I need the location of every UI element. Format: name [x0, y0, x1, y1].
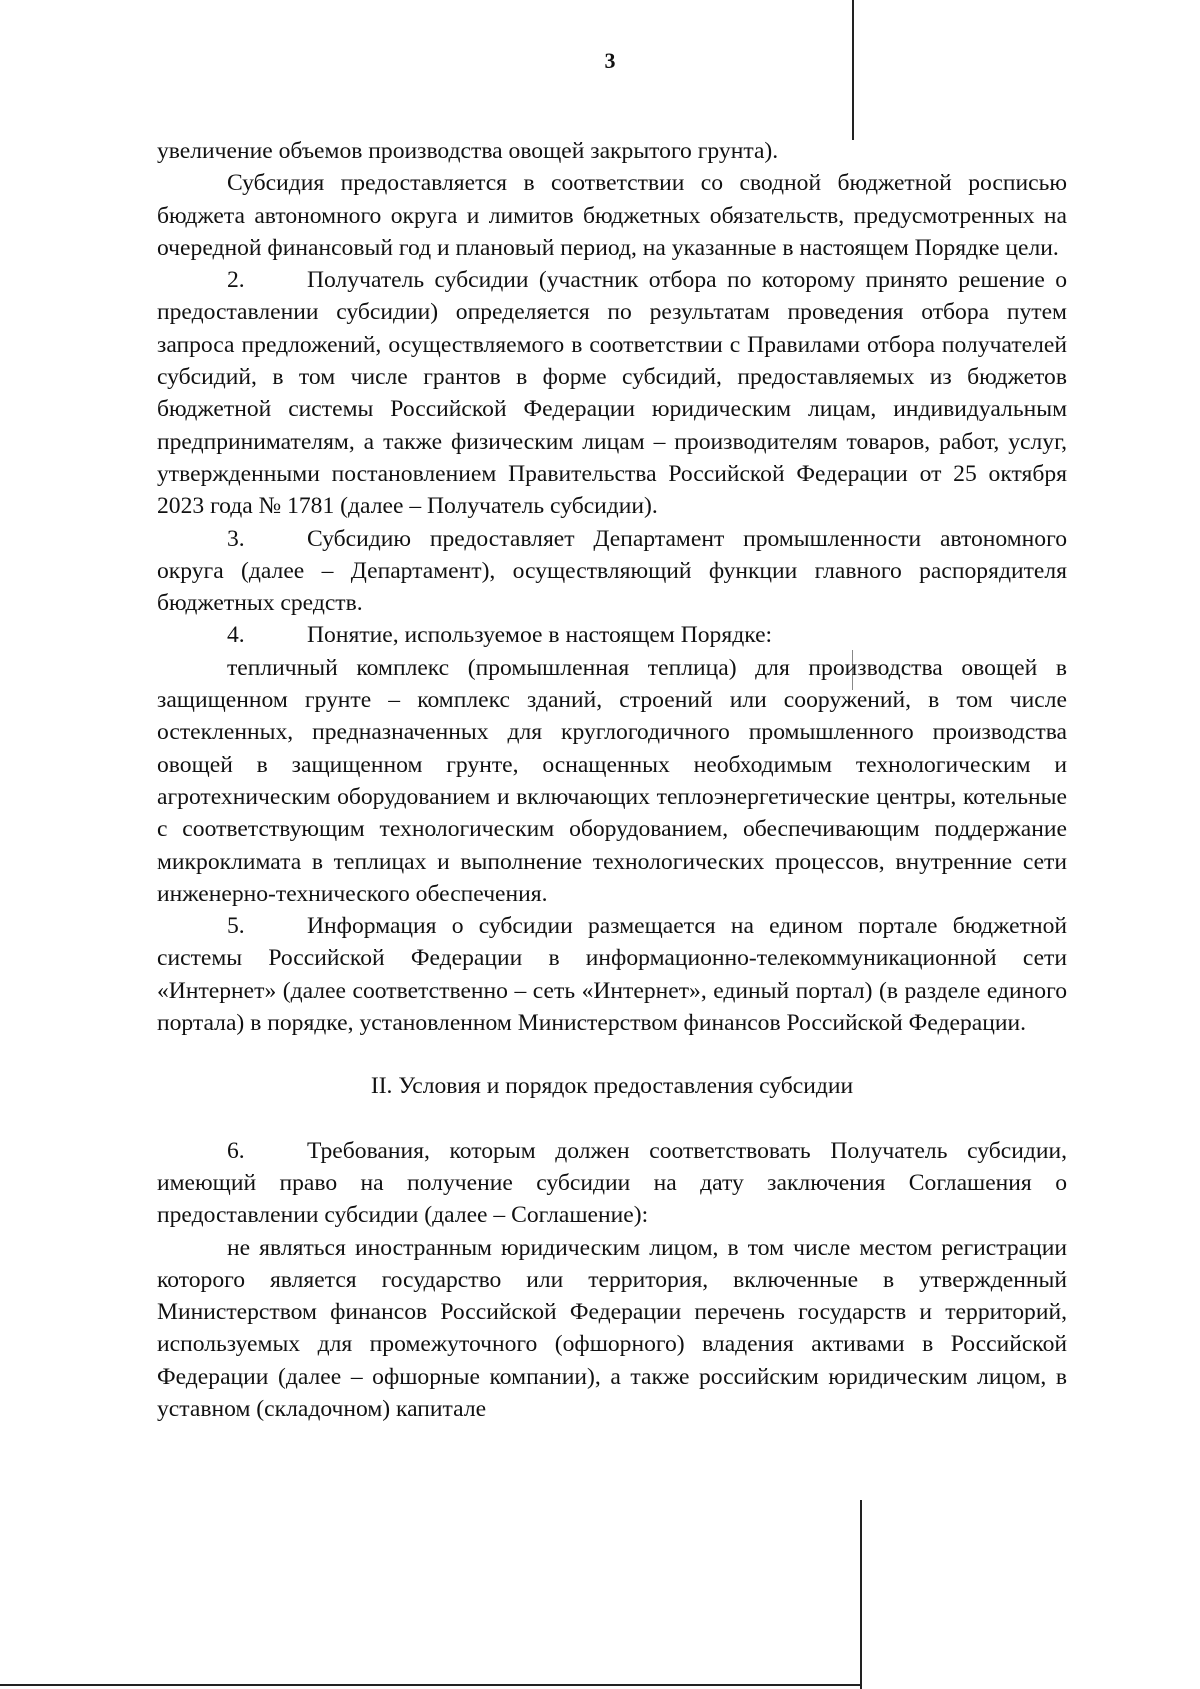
paragraph: [157, 523, 1067, 620]
scan-artifact-line-top: [852, 0, 854, 140]
paragraph-number: 6.: [227, 1137, 245, 1164]
paragraph-number: 3.: [227, 525, 245, 552]
paragraph: [157, 135, 1067, 167]
paragraph-group-2: [157, 1135, 1067, 1426]
paragraph-text: Получатель субсидии (участник отбора по которому принято решение о предоставлении субсидии) определяется по результатам проведения отбора путем запроса предложений, осуществляемого в соответствии с Правилами отбора получателей субсидий, в том числе грантов в форме субсидий, предоставляемых из бюджетов бюджетной системы Российской Федерации юридическим лицам, индивидуальным предпринимателям, а также физическим лицам – производителям товаров, работ, услуг, утвержденными постановлением Правительства Российской Федерации от 25 октября 2023 года № 1781 (далее – Получатель субсидии).: [157, 267, 1067, 520]
paragraph: [157, 167, 1067, 264]
paragraph-number: 5.: [227, 913, 245, 940]
scan-artifact-line-bottom: [860, 1500, 862, 1689]
paragraph-text: не являться иностранным юридическим лицом, в том числе местом регистрации которого является государство или территория, включенные в утвержденный Министерством финансов Российской Федерации перечень государств и территорий, используемых для промежуточного (офшорного) владения активами в Российской Федерации (далее – офшорные компании), а также российским юридическим лицом, в уставном (складочном) капитале: [157, 1234, 1067, 1422]
section-heading: II. Условия и порядок предоставления субсидии: [370, 1073, 854, 1100]
paragraph-text: увеличение объемов производства овощей закрытого грунта).: [157, 138, 779, 164]
paragraph: [157, 910, 1067, 1039]
paragraph-text: Субсидию предоставляет Департамент промышленности автономного округа (далее – Департамент), осуществляющий функции главного распорядителя бюджетных средств.: [157, 525, 1067, 617]
paragraph-text: Субсидия предоставляется в соответствии со сводной бюджетной росписью бюджета автономного округа и лимитов бюджетных обязательств, предусмотренных на очередной финансовый год и плановый период, на указанные в настоящем Порядке цели.: [157, 170, 1067, 261]
paragraph-number: 2.: [227, 267, 245, 294]
paragraph-number: 4.: [227, 622, 245, 649]
paragraph: [157, 1232, 1067, 1426]
paragraph-text: тепличный комплекс (промышленная теплица) для производства овощей в защищенном грунте – комплекс зданий, строений или сооружений, в том числе остекленных, предназначенных для круглогодичного промышленного производства овощей в защищенном грунте, оснащенных необходимым технологическим и агротехническим оборудованием и включающих теплоэнергетические центры, котельные с соответствующим технологическим оборудованием, обеспечивающим поддержание микроклимата в теплицах и выполнение технологических процессов, внутренние сети инженерно-технического обеспечения.: [157, 654, 1067, 907]
paragraph-group-1: [157, 135, 1067, 1039]
paragraph-text: Понятие, используемое в настоящем Порядке:: [307, 622, 773, 649]
page-number: 3: [604, 48, 616, 73]
paragraph-text: Требования, которым должен соответствовать Получатель субсидии, имеющий право на получение субсидии на дату заключения Соглашения о предоставлении субсидии (далее – Соглашение):: [157, 1137, 1067, 1229]
paragraph: [157, 619, 1067, 651]
paragraph: [157, 652, 1067, 910]
paragraph-text: Информация о субсидии размещается на едином портале бюджетной системы Российской Федерации в информационно-телекоммуникационной сети «Интернет» (далее соответственно – сеть «Интернет», единый портал) (в разделе единого портала) в порядке, установленном Министерством финансов Российской Федерации.: [157, 913, 1067, 1037]
paragraph: [157, 1135, 1067, 1232]
paragraph: [157, 264, 1067, 522]
document-body: [157, 135, 1067, 1425]
scan-artifact-bottom-edge: [0, 1684, 860, 1686]
